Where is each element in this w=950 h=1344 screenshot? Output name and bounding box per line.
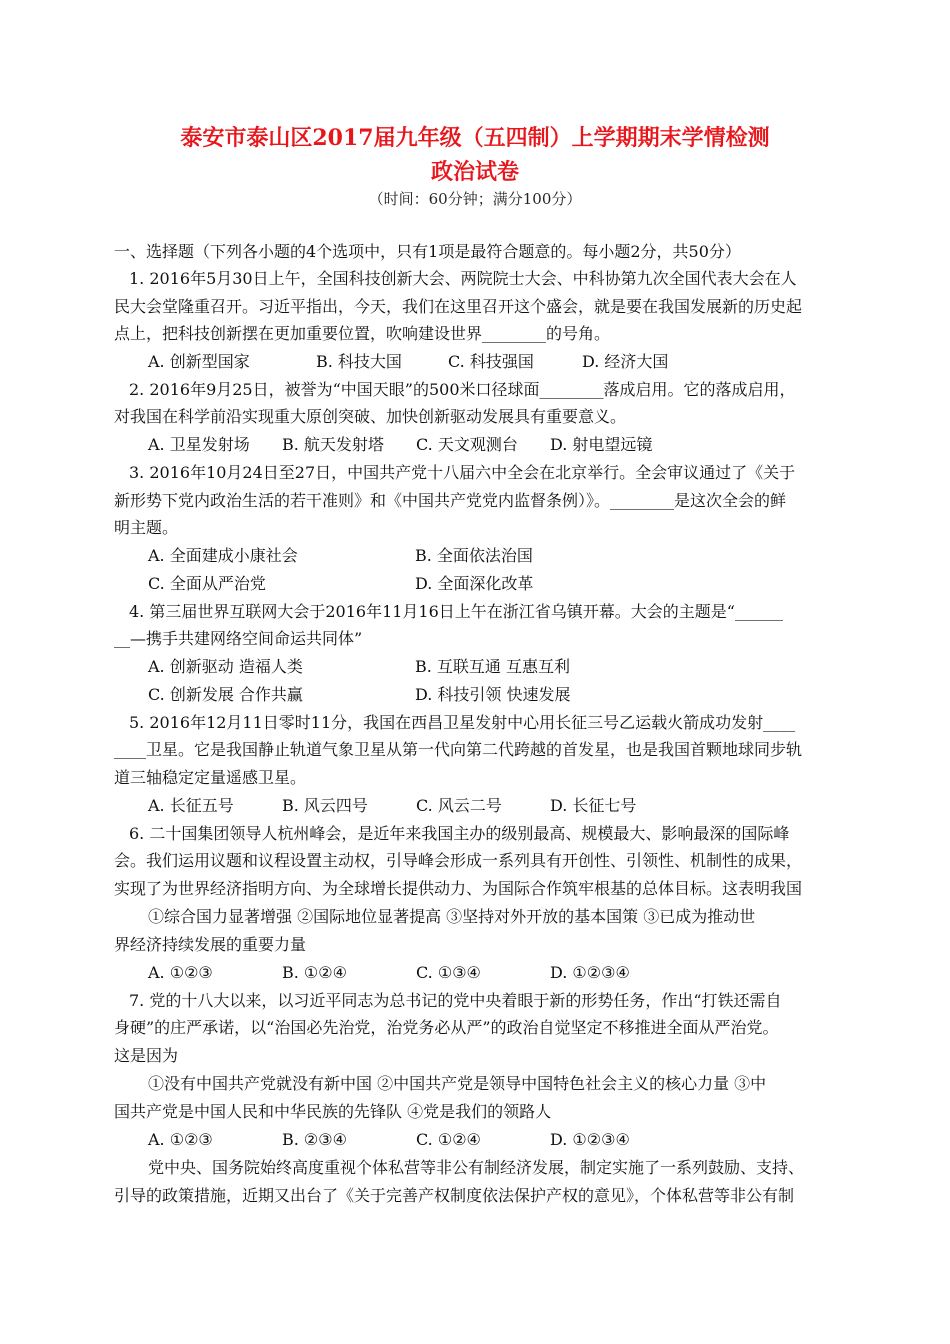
option-a[interactable]: A. ①②③ <box>148 963 213 982</box>
page-subtitle: 政治试卷 <box>430 159 519 185</box>
question-5-options <box>148 795 636 817</box>
option-b[interactable]: B. 航天发射塔 <box>282 435 384 454</box>
question-2-line-2: 对我国在科学前沿实现重大原创突破、加快创新驱动发展具有重要意义。 <box>114 407 627 426</box>
question-2-options <box>148 434 652 456</box>
question-6-options <box>148 962 630 984</box>
option-c[interactable]: C. ①③④ <box>416 963 481 982</box>
option-a[interactable]: A. 长征五号 <box>148 796 234 815</box>
question-5-line-2: ____卫星。它是我国静止轨道气象卫星从第一代向第二代跨越的首发星，也是我国首颗地球同步轨 <box>114 740 803 759</box>
option-c[interactable]: C. 科技强国 <box>448 352 534 371</box>
option-a[interactable]: A. 创新驱动 造福人类 <box>148 657 303 676</box>
option-d[interactable]: D. 长征七号 <box>550 796 637 815</box>
question-3-options-row-1 <box>148 545 533 567</box>
option-d[interactable]: D. 科技引领 快速发展 <box>415 685 571 704</box>
question-7-line-1: 7. 党的十八大以来，以习近平同志为总书记的党中央着眼于新的形势任务，作出“打铁还需自 <box>129 991 782 1010</box>
option-d[interactable]: D. 经济大国 <box>582 352 669 371</box>
option-a[interactable]: A. 全面建成小康社会 <box>148 546 298 565</box>
option-d[interactable]: D. ①②③④ <box>550 963 630 982</box>
option-a[interactable]: A. 卫星发射场 <box>148 435 250 454</box>
question-7-line-2: 身硬”的庄严承诺，以“治国必先治党，治党务必从严”的政治自觉坚定不移推进全面从严治党。 <box>114 1018 779 1037</box>
passage-line-1: 党中央、国务院始终高度重视个体私营等非公有制经济发展，制定实施了一系列鼓励、支持、 <box>148 1158 805 1177</box>
question-4-line-1: 4. 第三届世界互联网大会于2016年11月16日上午在浙江省乌镇开幕。大会的主题是“______ <box>129 602 783 621</box>
question-7-line-4: ①没有中国共产党就没有新中国 ②中国共产党是领导中国特色社会主义的核心力量 ③中 <box>148 1074 767 1093</box>
option-d[interactable]: D. ①②③④ <box>550 1130 630 1149</box>
question-4-options-row-2 <box>148 684 571 706</box>
passage-line-2: 引导的政策措施，近期又出台了《关于完善产权制度依法保护产权的意见》，个体私营等非公有制 <box>114 1186 795 1205</box>
option-b[interactable]: B. 互联互通 互惠互利 <box>415 657 571 676</box>
option-b[interactable]: B. 风云四号 <box>282 796 368 815</box>
option-c[interactable]: C. 风云二号 <box>416 796 502 815</box>
question-6-line-2: 会。我们运用议题和议程设置主动权，引导峰会形成一系列具有开创性、引领性、机制性的成果， <box>114 851 803 870</box>
question-2-line-1: 2. 2016年9月25日，被誉为“中国天眼”的500米口径球面________落成启用。它的落成启用， <box>129 380 796 399</box>
option-d[interactable]: D. 射电望远镜 <box>550 435 653 454</box>
question-6-line-4: ①综合国力显著增强 ②国际地位显著提高 ③坚持对外开放的基本国策 ③已成为推动世 <box>148 907 756 926</box>
question-7-line-3: 这是因为 <box>114 1046 179 1065</box>
page-title: 泰安市泰山区2017届九年级（五四制）上学期期末学情检测 <box>180 125 770 151</box>
option-c[interactable]: C. ①②④ <box>416 1130 481 1149</box>
option-d[interactable]: D. 全面深化改革 <box>415 574 534 593</box>
question-6-line-5: 界经济持续发展的重要力量 <box>114 935 307 954</box>
question-4-options-row-1 <box>148 656 570 678</box>
question-3-line-3: 明主题。 <box>114 518 179 537</box>
option-a[interactable]: A. ①②③ <box>148 1130 213 1149</box>
question-3-options-row-2 <box>148 573 533 595</box>
question-6-line-1: 6. 二十国集团领导人杭州峰会，是近年来我国主办的级别最高、规模最大、影响最深的国际峰 <box>129 824 790 843</box>
question-1-line-3: 点上，把科技创新摆在更加重要位置，吹响建设世界________的号角。 <box>114 324 611 343</box>
option-c[interactable]: C. 创新发展 合作共赢 <box>148 685 303 704</box>
question-7-line-5: 国共产党是中国人民和中华民族的先锋队 ④党是我们的领路人 <box>114 1102 552 1121</box>
question-6-line-3: 实现了为世界经济指明方向、为全球增长提供动力、为国际合作筑牢根基的总体目标。这表明我国 <box>114 879 803 898</box>
option-b[interactable]: B. ②③④ <box>282 1130 347 1149</box>
section-heading: 一、选择题（下列各小题的4个选项中，只有1项是最符合题意的。每小题2分，共50分） <box>114 242 741 261</box>
question-3-line-1: 3. 2016年10月24日至27日，中国共产党十八届六中全会在北京举行。全会审议通过了《关于 <box>129 463 796 482</box>
question-1-options <box>148 351 668 373</box>
option-b[interactable]: B. 科技大国 <box>316 352 402 371</box>
option-a[interactable]: A. 创新型国家 <box>148 352 250 371</box>
exam-info: （时间：60分钟；满分100分） <box>368 190 582 208</box>
question-5-line-3: 道三轴稳定定量遥感卫星。 <box>114 768 307 787</box>
question-7-options <box>148 1129 630 1151</box>
option-c[interactable]: C. 天文观测台 <box>416 435 518 454</box>
question-1-line-1: 1. 2016年5月30日上午，全国科技创新大会、两院院士大会、中科协第九次全国代表大会在人 <box>129 269 797 288</box>
question-4-line-2: __—携手共建网络空间命运共同体” <box>114 629 363 648</box>
option-b[interactable]: B. 全面依法治国 <box>415 546 533 565</box>
question-3-line-2: 新形势下党内政治生活的若干准则》和《中国共产党党内监督条例）》。________是这次全会的鲜 <box>114 491 787 510</box>
question-5-line-1: 5. 2016年12月11日零时11分，我国在西昌卫星发射中心用长征三号乙运载火箭成功发射____ <box>129 713 796 732</box>
option-c[interactable]: C. 全面从严治党 <box>148 574 266 593</box>
question-1-line-2: 民大会堂隆重召开。习近平指出，今天，我们在这里召开这个盛会，就是要在我国发展新的历史起 <box>114 297 803 316</box>
option-b[interactable]: B. ①②④ <box>282 963 347 982</box>
